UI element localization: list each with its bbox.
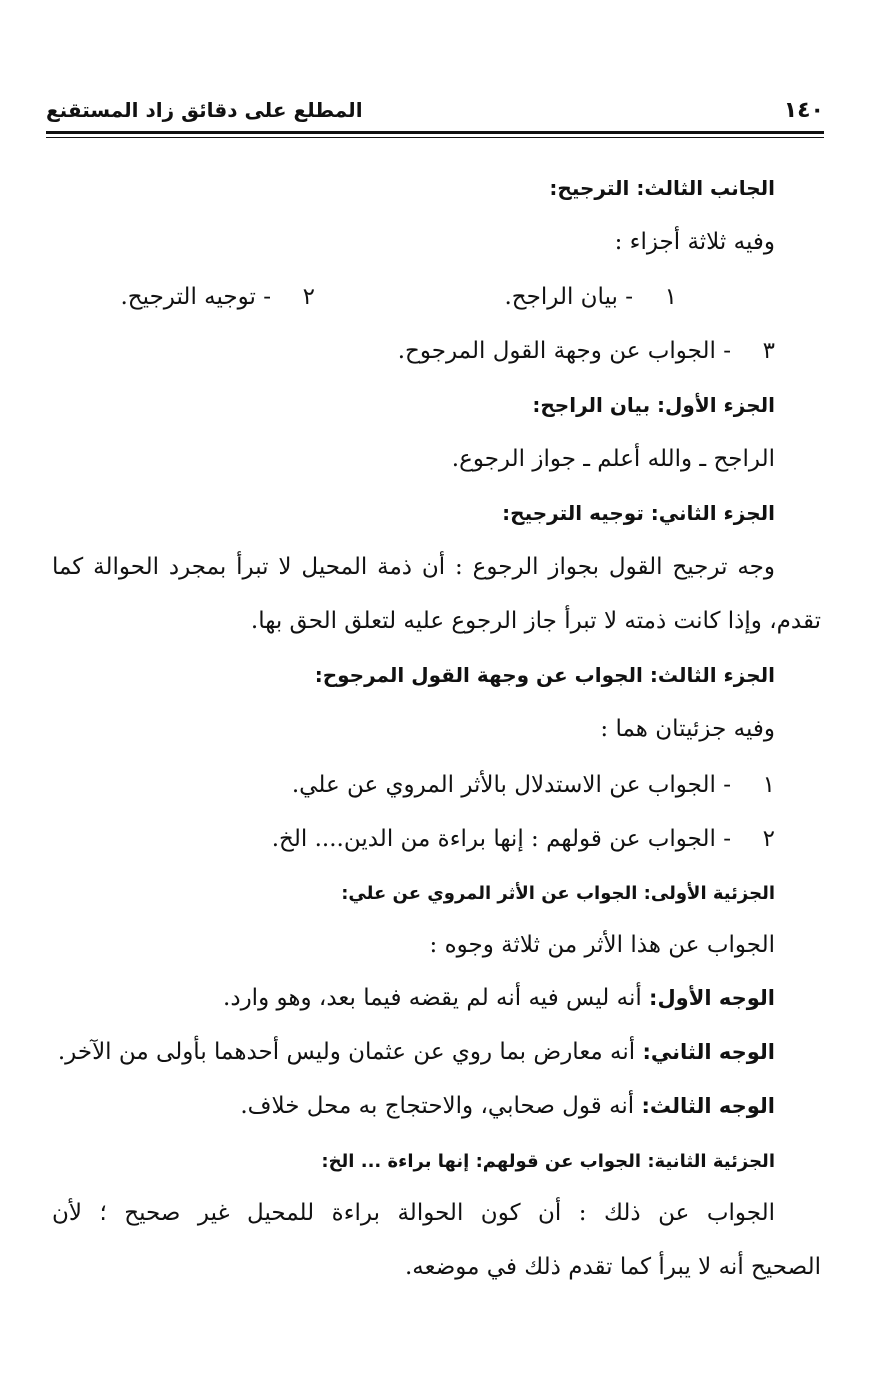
section-heading: الجزء الأول: بيان الراجح: <box>532 393 775 417</box>
paragraph-line: وجه ترجيح القول بجواز الرجوع : أن ذمة المحيل لا تبرأ بمجرد الحوالة كما <box>52 554 775 580</box>
running-header <box>46 92 824 128</box>
paragraph-line: تقدم، وإذا كانت ذمته لا تبرأ جاز الرجوع عليه لتعلق الحق بها. <box>250 608 821 634</box>
face-text: أنه معارض بما روي عن عثمان وليس أحدهما بأولى من الآخر. <box>57 1039 636 1065</box>
face-label: الوجه الأول: <box>649 986 775 1010</box>
list-item <box>120 277 315 317</box>
face-label: الوجه الثالث: <box>641 1094 775 1118</box>
list-item <box>398 331 775 371</box>
list-item <box>505 277 678 317</box>
section-heading: الجانب الثالث: الترجيح: <box>549 176 775 200</box>
face-text: أنه ليس فيه أنه لم يقضه فيما بعد، وهو وارد. <box>223 985 642 1011</box>
header-rule-thick <box>46 131 824 134</box>
labeled-paragraph <box>223 978 775 1018</box>
list-number: ٢ <box>302 284 315 310</box>
section-heading: الجزئية الأولى: الجواب عن الأثر المروي عن علي: <box>341 883 775 904</box>
section-heading: الجزء الثالث: الجواب عن وجهة القول المرجوح: <box>314 663 775 687</box>
list-text: - الجواب عن الاستدلال بالأثر المروي عن علي. <box>291 772 731 798</box>
header-rule-thin <box>46 137 824 138</box>
paragraph-line: الجواب عن ذلك : أن كون الحوالة براءة للمحيل غير صحيح ؛ لأن <box>52 1200 775 1226</box>
paragraph: وفيه جزئيتان هما : <box>600 716 775 742</box>
book-title: المطلع على دقائق زاد المستقنع <box>46 98 363 122</box>
numbered-list-row <box>52 277 775 317</box>
list-number: ٢ <box>762 826 775 852</box>
section-heading: الجزئية الثانية: الجواب عن قولهم: إنها براءة ... الخ: <box>321 1151 775 1172</box>
face-text: أنه قول صحابي، والاحتجاج به محل خلاف. <box>240 1093 635 1119</box>
list-text: - الجواب عن قولهم : إنها براءة من الدين.... الخ. <box>271 826 731 852</box>
labeled-paragraph <box>58 1032 775 1072</box>
section-heading: الجزء الثاني: توجيه الترجيح: <box>502 501 775 525</box>
list-item <box>272 819 775 859</box>
list-text: - الجواب عن وجهة القول المرجوح. <box>397 338 731 364</box>
face-label: الوجه الثاني: <box>642 1040 775 1064</box>
list-number: ١ <box>762 772 775 798</box>
list-number: ٣ <box>762 338 775 364</box>
paragraph: الراجح ـ والله أعلم ـ جواز الرجوع. <box>451 446 775 472</box>
list-text: - بيان الراجح. <box>504 284 633 310</box>
paragraph: وفيه ثلاثة أجزاء : <box>614 229 775 255</box>
paragraph-line: الصحيح أنه لا يبرأ كما تقدم ذلك في موضعه. <box>405 1254 821 1280</box>
list-text: - توجيه الترجيح. <box>120 284 271 310</box>
list-number: ١ <box>664 284 677 310</box>
paragraph: الجواب عن هذا الأثر من ثلاثة وجوه : <box>429 932 775 958</box>
page-number: ١٤٠ <box>783 97 824 123</box>
list-item <box>292 765 775 805</box>
labeled-paragraph <box>240 1086 775 1126</box>
